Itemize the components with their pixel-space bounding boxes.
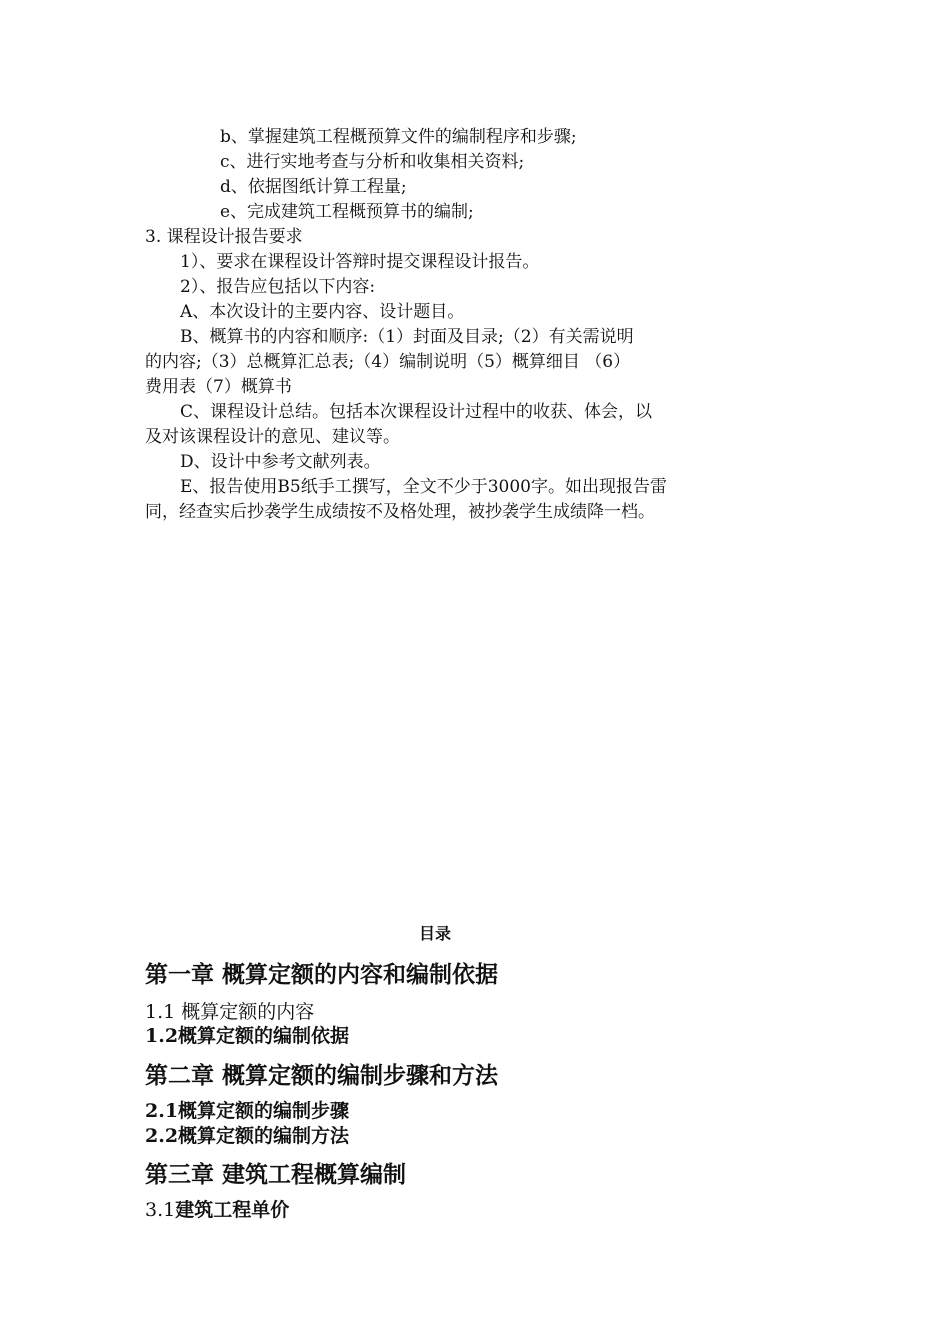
content-b-line3: 费用表（7）概算书 xyxy=(145,377,292,397)
toc-section-1-2: 1.2概算定额的编制依据 xyxy=(145,1025,350,1047)
toc-chapter-2: 第二章 概算定额的编制步骤和方法 xyxy=(145,1062,499,1089)
item-e: e、完成建筑工程概预算书的编制; xyxy=(220,202,474,222)
toc-chapter-1: 第一章 概算定额的内容和编制依据 xyxy=(145,961,499,988)
content-e-line2: 同，经查实后抄袭学生成绩按不及格处理，被抄袭学生成绩降一档。 xyxy=(145,502,655,522)
requirement-2: 2）、报告应包括以下内容: xyxy=(180,277,376,297)
content-e-line1: E、报告使用B5纸手工撰写，全文不少于3000字。如出现报告雷 xyxy=(180,477,667,497)
content-d: D、设计中参考文献列表。 xyxy=(180,452,381,472)
toc-section-3-1-text: 建筑工程单价 xyxy=(175,1199,290,1221)
toc-title: 目录 xyxy=(418,924,451,943)
toc-section-1-1: 1.1 概算定额的内容 xyxy=(145,1001,315,1023)
requirement-1: 1）、要求在课程设计答辩时提交课程设计报告。 xyxy=(180,252,540,272)
content-c-line2: 及对该课程设计的意见、建议等。 xyxy=(145,427,400,447)
toc-section-2-2: 2.2概算定额的编制方法 xyxy=(145,1125,350,1147)
content-c-line1: C、课程设计总结。包括本次课程设计过程中的收获、体会，以 xyxy=(180,402,653,422)
item-b: b、掌握建筑工程概预算文件的编制程序和步骤; xyxy=(220,127,577,147)
section-heading-3: 3. 课程设计报告要求 xyxy=(145,227,303,247)
toc-chapter-3: 第三章 建筑工程概算编制 xyxy=(145,1161,407,1188)
content-b-line1: B、概算书的内容和顺序:（1）封面及目录;（2）有关需说明 xyxy=(180,327,634,347)
toc-section-3-1-number: 3.1 xyxy=(145,1199,176,1221)
toc-section-3-1 xyxy=(145,1195,289,1222)
item-c: c、进行实地考查与分析和收集相关资料; xyxy=(220,152,525,172)
item-d: d、依据图纸计算工程量; xyxy=(220,177,407,197)
content-b-line2: 的内容;（3）总概算汇总表;（4）编制说明（5）概算细目 （6） xyxy=(145,352,631,372)
toc-section-2-1: 2.1概算定额的编制步骤 xyxy=(145,1100,350,1122)
content-a: A、本次设计的主要内容、设计题目。 xyxy=(180,302,465,322)
